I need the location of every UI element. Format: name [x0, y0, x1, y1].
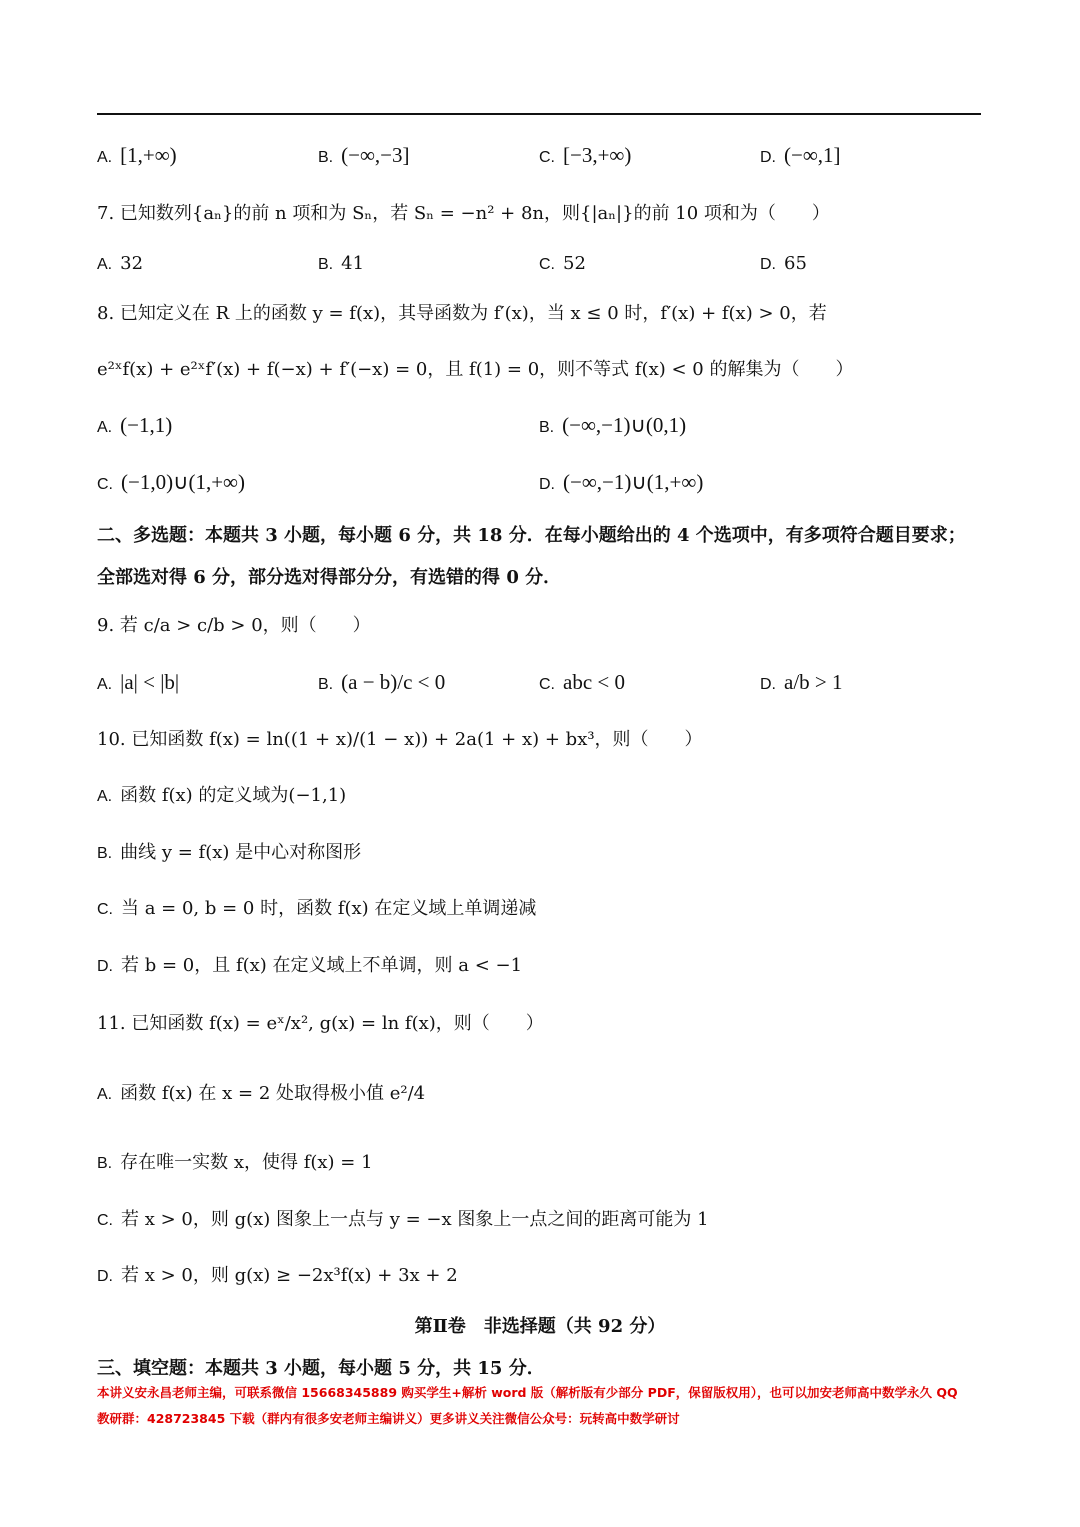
- q11-option-b[interactable]: [97, 1149, 981, 1178]
- option-label: B.: [97, 1155, 113, 1172]
- q7-option-d[interactable]: [760, 253, 807, 274]
- q10-option-b[interactable]: [97, 839, 981, 868]
- option-label: B.: [318, 149, 334, 166]
- section3-heading: 三、填空题：本题共 3 小题，每小题 5 分，共 15 分．: [97, 1358, 545, 1379]
- q8-option-a[interactable]: [97, 413, 172, 438]
- part2-title: 第Ⅱ卷 非选择题（共 92 分）: [414, 1316, 666, 1337]
- q10-option-c[interactable]: [97, 895, 981, 924]
- option-text: (−∞,−1)∪(1,+∞): [563, 470, 704, 494]
- option-text: 曲线 y = f(x) 是中心对称图形: [120, 842, 362, 863]
- option-text: (−1,0)∪(1,+∞): [121, 470, 246, 494]
- option-label: B.: [318, 256, 334, 273]
- section2-heading-line2: 全部选对得 6 分，部分选对得部分分，有选错的得 0 分．: [97, 567, 562, 588]
- option-text: 存在唯一实数 x，使得 f(x) = 1: [120, 1152, 373, 1173]
- option-label: A.: [97, 256, 113, 273]
- option-text: 41: [341, 253, 365, 274]
- option-text: (−∞,1]: [784, 143, 841, 167]
- option-label: C.: [539, 676, 555, 693]
- option-label: D.: [760, 256, 776, 273]
- option-label: C.: [539, 149, 555, 166]
- q10-option-d[interactable]: [97, 952, 981, 981]
- option-text: 若 x > 0，则 g(x) ≥ −2x³f(x) + 3x + 2: [121, 1265, 458, 1286]
- option-label: C.: [539, 256, 555, 273]
- q10-stem: 10. 已知函数 f(x) = ln((1 + x)/(1 − x)) + 2a(1 + x) + bx³，则（ ）: [97, 729, 703, 750]
- q8-stem-line2: e²ˣf(x) + e²ˣf′(x) + f(−x) + f′(−x) = 0，且 f(1) = 0，则不等式 f(x) < 0 的解集为（ ）: [97, 359, 854, 380]
- q8-option-d[interactable]: [539, 470, 703, 495]
- option-text: |a| < |b|: [120, 670, 180, 694]
- q11-option-d[interactable]: [97, 1262, 981, 1291]
- q11-option-c[interactable]: [97, 1206, 981, 1235]
- option-label: D.: [760, 676, 776, 693]
- option-label: A.: [97, 676, 113, 693]
- option-label: D.: [539, 476, 555, 493]
- option-text: abc < 0: [563, 670, 625, 694]
- header-rule: [97, 113, 981, 115]
- option-label: C.: [97, 476, 113, 493]
- option-text: [−3,+∞): [563, 143, 632, 167]
- q9-option-b[interactable]: [318, 670, 445, 695]
- q8-stem-line1: 8. 已知定义在 R 上的函数 y = f(x)，其导函数为 f′(x)，当 x ≤ 0 时，f′(x) + f(x) > 0，若: [97, 303, 827, 324]
- option-text: 32: [120, 253, 144, 274]
- q9-option-c[interactable]: [539, 670, 625, 695]
- option-label: D.: [760, 149, 776, 166]
- option-label: A.: [97, 788, 113, 805]
- option-label: B.: [97, 845, 113, 862]
- option-text: (−∞,−3]: [341, 143, 410, 167]
- q11-stem: 11. 已知函数 f(x) = eˣ/x², g(x) = ln f(x)，则（ ）: [97, 1013, 544, 1034]
- q6-option-b[interactable]: [318, 143, 410, 168]
- option-text: 当 a = 0, b = 0 时，函数 f(x) 在定义域上单调递减: [121, 898, 537, 919]
- option-text: 若 x > 0，则 g(x) 图象上一点与 y = −x 图象上一点之间的距离可能为 1: [121, 1209, 709, 1230]
- option-label: C.: [97, 1212, 113, 1229]
- q8-option-b[interactable]: [539, 413, 686, 438]
- option-label: A.: [97, 149, 113, 166]
- q7-option-a[interactable]: [97, 253, 143, 274]
- q6-option-d[interactable]: [760, 143, 841, 168]
- option-text: (−∞,−1)∪(0,1): [562, 413, 687, 437]
- option-label: C.: [97, 901, 113, 918]
- option-text: 函数 f(x) 在 x = 2 处取得极小值 e²/4: [120, 1083, 426, 1104]
- q9-option-a[interactable]: [97, 670, 179, 695]
- q9-option-d[interactable]: [760, 670, 843, 695]
- q6-option-c[interactable]: [539, 143, 631, 168]
- footer-note-line1: 本讲义安永昌老师主编，可联系微信 15668345889 购买学生+解析 word 版（解析版有少部分 PDF，保留版权用），也可以加安老师高中数学永久 QQ: [97, 1385, 958, 1400]
- option-text: a/b > 1: [784, 670, 843, 694]
- q10-option-a[interactable]: [97, 782, 981, 811]
- option-text: 65: [784, 253, 807, 274]
- option-text: [1,+∞): [120, 143, 177, 167]
- option-label: D.: [97, 958, 113, 975]
- q7-option-b[interactable]: [318, 253, 364, 274]
- q11-option-a[interactable]: [97, 1080, 981, 1109]
- q9-stem: 9. 若 c/a > c/b > 0，则（ ）: [97, 615, 371, 636]
- option-text: 函数 f(x) 的定义域为(−1,1): [120, 785, 347, 806]
- option-text: (−1,1): [120, 413, 173, 437]
- option-label: A.: [97, 419, 113, 436]
- option-label: A.: [97, 1086, 113, 1103]
- option-text: 若 b = 0，且 f(x) 在定义域上不单调，则 a < −1: [121, 955, 523, 976]
- q8-option-c[interactable]: [97, 470, 245, 495]
- option-text: (a − b)/c < 0: [341, 670, 446, 694]
- section2-heading-line1: 二、多选题：本题共 3 小题，每小题 6 分，共 18 分．在每小题给出的 4 个选项中，有多项符合题目要求；: [97, 525, 966, 546]
- footer-note-line2: 教研群：428723845 下载（群内有很多安老师主编讲义）更多讲义关注微信公众号：玩转高中数学研讨: [97, 1411, 680, 1426]
- option-label: B.: [318, 676, 334, 693]
- option-text: 52: [563, 253, 586, 274]
- q6-option-a[interactable]: [97, 143, 177, 168]
- q7-stem: 7. 已知数列{aₙ}的前 n 项和为 Sₙ，若 Sₙ = −n² + 8n，则{|aₙ|}的前 10 项和为（ ）: [97, 203, 830, 224]
- option-label: B.: [539, 419, 555, 436]
- option-label: D.: [97, 1268, 113, 1285]
- q7-option-c[interactable]: [539, 253, 586, 274]
